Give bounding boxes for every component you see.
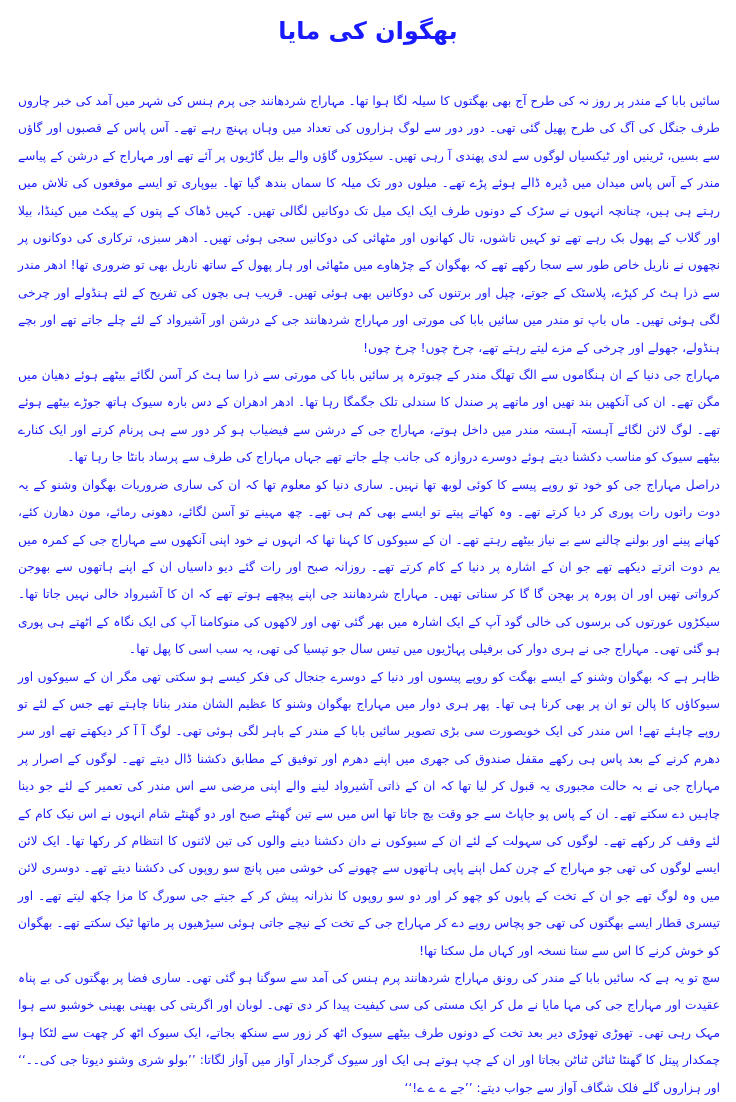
document-title: بھگوان کی مایا — [278, 17, 458, 45]
paragraph: سائیں بابا کے مندر پر روز نہ کی طرح آج بھی بھگتوں کا سیلہ لگا ہوا تھا۔ مہاراج شردھانند جی پرم ہنس کی شہر میں آمد کی خبر چاروں طرف جنگل کی آگ کی طرح پھیل گئی تھی۔ دور دور سے لوگ ہزاروں کی تعداد میں وہاں پہنچ رہے تھے۔ آس پاس کے قصبوں اور گاؤں سے بسیں، ٹرینیں اور ٹیکسیاں لوگوں سے لدی پھندی آ رہی تھیں۔ سیکڑوں گاؤں والے بیل گاڑیوں پر آئے تھے اور مہاراج کے درشن کے پیاسے مندر کے آس پاس میدان میں ڈیرہ ڈالے ہوئے پڑے تھے۔ میلوں دور تک میلہ کا سماں بندھ گیا تھا۔ بیوپاری تو ایسے موقعوں کی تلاش میں رہتے ہی ہیں، چنانچہ انہوں نے سڑک کے دونوں طرف ایک ایک میل تک دوکانیں لگالی تھیں۔ کہیں ڈھاک کے پتوں کے پیکٹ میں کینڈا، بیلا اور گلاب کے پھول بک رہے تھے تو کہیں تاشوں، تال کھانوں اور مٹھائی کی دوکانیں سجی ہوئی تھیں۔ ادھر سبزی، ترکاری کی دوکانوں پر نچھوں نے ناریل خاص طور سے سجا رکھے تھے کہ بھگوان کے چڑھاوے میں مٹھائی اور ہار پھول کے ساتھ ناریل بھی تو ضروری تھا! ادھر مندر سے ذرا ہٹ کر کپڑے، پلاسٹک کے جوتے، چپل اور برتنوں کی دوکانیں بھی ہوئی تھیں۔ قریب ہی بچوں کی تفریح کے لئے ہنڈولے اور چرخی لگی ہوئی تھیں۔ ماں باپ تو مندر میں سائیں بابا کی مورتی اور مہاراج شردھانند جی کے درشن اور آشیرواد کے لئے چلے جاتے تھے اور بچے ہنڈولے، جھولے اور چرخی کے مزے لیتے رہتے تھے، چرخ چوں! چرخ چوں! — [18, 94, 720, 355]
document-body — [18, 88, 720, 1102]
paragraph: دراصل مہاراج جی کو خود تو روپے پیسے کا کوئی لوبھ تھا نہیں۔ ساری دنیا کو معلوم تھا کہ ان کی ساری ضروریات بھگوان وشنو کے یہ دوت راتوں رات پوری کر دیا کرتے تھے۔ وہ کھاتے پیتے تو ایسے بھی کم ہی تھے۔ چھ مہینے تو آسن لگائے، دھونی رمائے، مون دھارن کئے، کھانے پینے اور بولنے چالنے سے بے نیاز بیٹھے رہتے تھے۔ ان کے سیوکوں کا کہنا تھا کہ انہوں نے خود اپنی آنکھوں سے مہاراج جی کے کمرہ میں یم دوت اترتے دیکھے تھے جو ان کے اشارہ پر دنیا کے کام کرتے تھے۔ روزانہ صبح اور رات گئے دیو داسیاں ان کے اپنے ہاتھوں سے بھوجن کرواتی تھیں اور ان پورہ پر بھجن گا گا کر سناتی تھیں۔ مہاراج شردھانند جی اپنے پیچھے ہوتے تھے کہ ان کا آشیرواد خالی نہیں جاتا تھا۔ سیکڑوں عورتوں کی برسوں کی خالی گود آپ کے ایک اشارہ میں بھر گئی تھی اور لاکھوں کی منوکامنا آپ کی ایک نگاہ کے اٹھتے ہی پوری ہو گئی تھی۔ مہاراج جی نے ہری دوار کی برفیلی پہاڑیوں میں تیس سال جو تپسیا کی تھی، یہ سب اسی کا پھل تھا۔ — [18, 477, 720, 657]
paragraph: ظاہر ہے کہ بھگوان وشنو کے ایسے بھگت کو روپے پیسوں اور دنیا کے دوسرے جنجال کی فکر کیسے ہو سکتی تھی مگر ان کے سیوکوں اور سیوکاؤں کا پالن تو ان پر بھی کرنا ہی تھا۔ پھر ہری دوار میں مہاراج بھگوان وشنو کا عظیم الشان مندر بنانا چاہتے تھے جس کے لئے تو روپے چاہئے تھے! اس مندر کی ایک خوبصورت سی بڑی تصویر سائیں بابا کے مندر کے باہر لگی ہوئی تھی۔ لوگ آ آ کر دیکھتے تھے اور سر دھرم کرنے کے بعد پاس ہی رکھے مقفل صندوق کی جھری میں اپنے دھرم اور توفیق کے مطابق دکشنا ڈال دیتے تھے۔ لوگوں کے اصرار پر مہاراج جی نے بہ حالت مجبوری یہ قبول کر لیا تھا کہ ان کے ذاتی آشیرواد لینے والے اپنی مرضی سے اس مندر کی تعمیر کے لئے جو دینا چاہیں دے سکتے تھے۔ ان کے پاس پو جاپاٹ سے جو وقت بچ جاتا تھا اس میں سے تین گھنٹے صبح اور دو گھنٹے شام انہوں نے اس نیک کام کے لئے وقف کر رکھے تھے۔ لوگوں کی سہولت کے لئے ان کے سیوکوں نے دان دکشنا دینے والوں کی تین لائنوں کا انتظام کر رکھا تھا۔ ایک لائن ایسے لوگوں کی تھی جو مہاراج کے چرن کمل اپنے پاپی ہاتھوں سے چھونے کی خوشی میں پانچ سو روپوں کی دکشنا دیتے تھے۔ دوسری لائن میں وہ لوگ تھے جو ان کے تخت کے پایوں کو چھو کر اور دو سو روپوں کا نذرانہ پیش کر کے جیتے جی سورگ کا مزا چکھ لیتے تھے۔ اور تیسری قطار ایسے بھگتوں کی تھی جو پچاس روپے دے کر مہاراج جی کے تخت کے نیچے جاتی ہوئی سیڑھیوں پر ماتھا ٹیک سکتے تھے۔ بھگوان کو خوش کرنے کا اس سے ستا نسخہ اور کہاں مل سکتا تھا! — [18, 669, 720, 958]
paragraph: سچ تو یہ ہے کہ سائیں بابا کے مندر کی رونق مہاراج شردھانند پرم ہنس کی آمد سے سوگنا ہو گئی تھی۔ ساری فضا پر بھگتوں کی بے پناہ عقیدت اور مہاراج جی کی مہا مایا نے مل کر ایک مستی کی سی کیفیت پیدا کر دی تھی۔ لوبان اور اگربتی کی بھینی بھینی خوشبو سے ہوا مہک رہی تھی۔ تھوڑی تھوڑی دیر بعد تخت کے دونوں طرف بیٹھے سیوک اٹھ کر زور سے سنکھ بجاتے، ایک سیوک اٹھ کر چھت سے لٹکا ہوا چمکدار پیتل کا گھنٹا ٹناٹن ٹناٹن بجاتا اور ان کے چپ ہوتے ہی ایک اور سیوک گرجدار آواز میں آواز لگاتا: ’’بولو شری وشنو دیوتا جی کی۔۔‘‘ اور ہزاروں گلے فلک شگاف آواز سے جواب دیتے: ’’جے ے ے ے!‘‘ — [18, 971, 720, 1095]
paragraph: مہاراج جی دنیا کے ان ہنگاموں سے الگ تھلگ مندر کے چبوترہ پر سائیں بابا کی مورتی سے ذرا سا ہٹ کر آسن لگائے بیٹھے ہوئے دھیان میں مگن تھے۔ ان کی آنکھیں بند تھیں اور ماتھے پر صندل کا سندلی تلک جگمگا رہا تھا۔ ادھر ادھران کے دس بارہ سیوک ہاتھ جوڑے بیٹھے ہوئے تھے۔ لوگ لائن لگائے آہستہ آہستہ مندر میں داخل ہوتے، مہاراج جی کے درشن سے فیضیاب ہو کر دور سے ہی پرنام کرتے اور ایک کنارے بیٹھے سیوک کو مناسب دکشنا دیتے ہوئے دوسرے دروازہ کی جانب چلے جاتے تھے جہاں مہاراج کی طرف سے پرساد بانٹا جا رہا تھا۔ — [18, 368, 720, 465]
